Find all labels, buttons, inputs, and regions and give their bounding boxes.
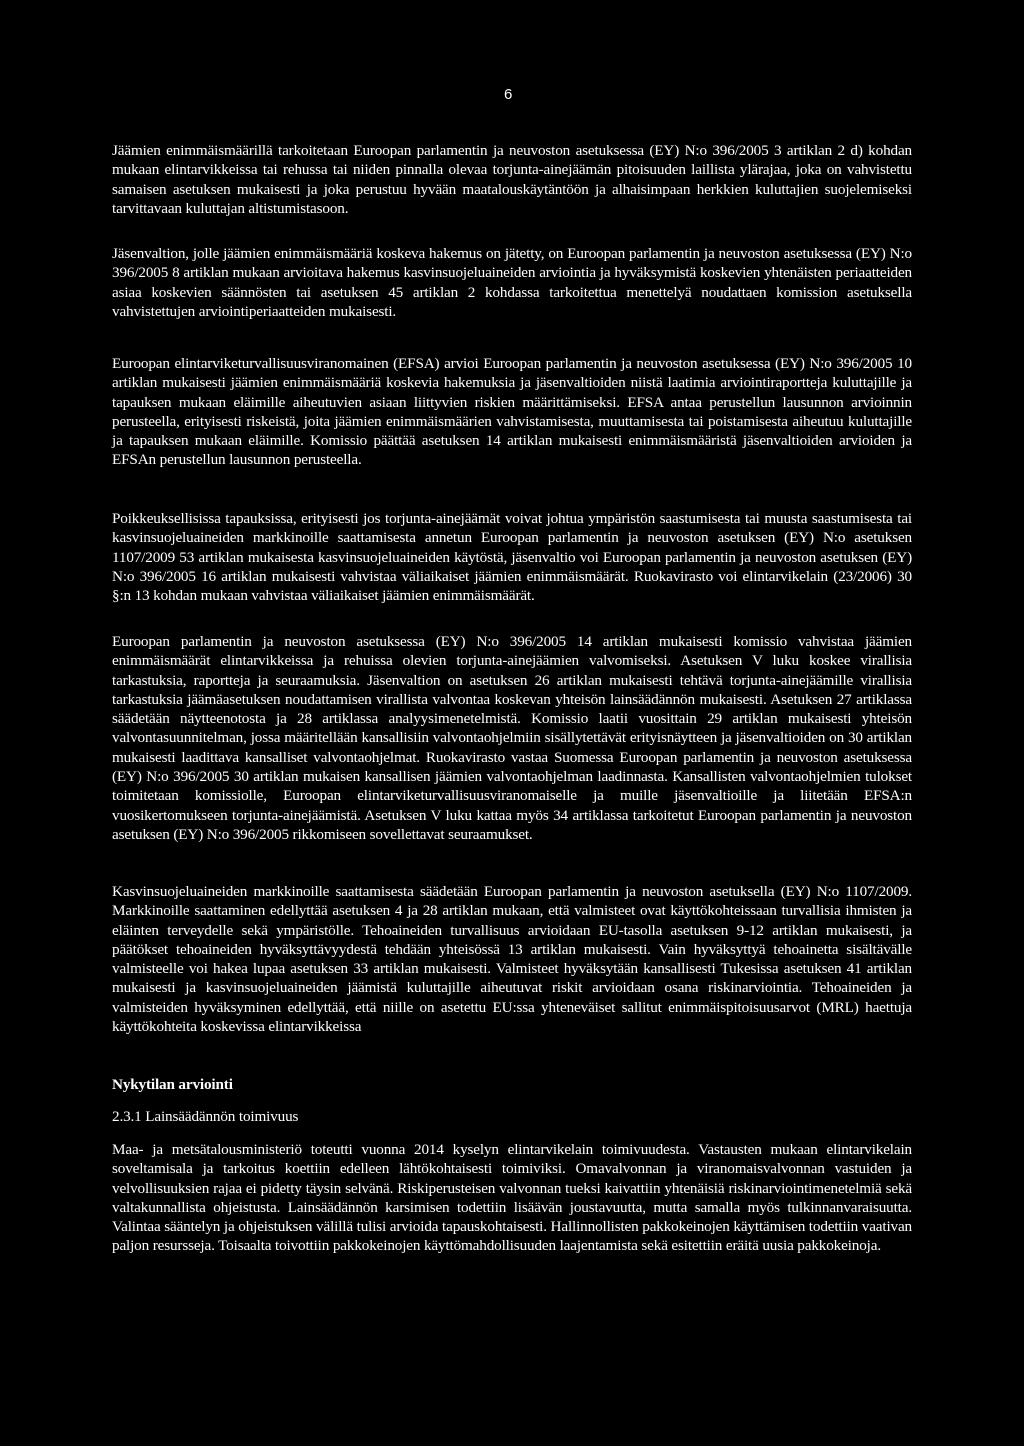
paragraph-legislation-functionality: Maa- ja metsätalousministeriö toteutti vuonna 2014 kyselyn elintarvikelain toimivuudesta. Vastausten mukaan elintarvikelain soveltamisala ja tarkoitus koettiin edelleen lähtökohtaisesti toimiviksi. Omavalvonnan ja viranomaisvalvonnan vastuiden ja velvollisuuksien rajaa ei pidetty täysin selvänä. Riskiperusteisen valvonnan tueksi kaivattiin yhtenäisiä riskinarviointimenetelmiä sekä valtakunnallista ohjeistusta. Lainsäädännön karsimisen todettiin lisäävän joustavuutta, mutta samalla myös tulkinnanvaraisuutta. Valintaa sääntelyn ja ohjeistuksen välillä tulisi arvioida tapauskohtaisesti. Hallinnollisten pakkokeinojen käyttämisen todettiin vaativan paljon resursseja. Toisaalta toivottiin pakkokeinojen käyttömahdollisuuden laajentamista sekä esitettiin eräitä uusia pakkokeinoja. (112, 1141, 912, 1255)
page-number: 6 (504, 86, 513, 103)
paragraph-commission-control: Euroopan parlamentin ja neuvoston asetuksessa (EY) N:o 396/2005 14 artiklan mukaisesti komissio vahvistaa jäämien enimmäismäärät elintarvikkeissa ja rehuissa olevien torjunta-ainejäämien valvomiseksi. Asetuksen V luku koskee virallisia tarkastuksia, raportteja ja seuraamuksia. Jäsenvaltion on asetuksen 26 artiklan mukaisesti tehtävä torjunta-ainejäämille virallisia tarkastuksia jäämäasetuksen noudattamisen virallista valvontaa koskevan yhteisön lainsäädännön mukaisesti. Asetuksen 27 artiklassa säädetään näytteenotosta ja 28 artiklassa analyysimenetelmistä. Komissio laatii vuosittain 29 artiklan mukaisesti yhteisön valvontasuunnitelman, jossa määritellään kansallisiin valvontaohjelmiin sisällytettävät erityisnäytteen ja jäsenvaltioiden on 30 artiklan mukaisesti laadittava kansalliset valvontaohjelmat. Ruokavirasto vastaa Suomessa Euroopan parlamentin ja neuvoston asetuksessa (EY) N:o 396/2005 30 artiklan mukaisen kansallisen jäämien valvontaohjelman laadinnasta. Kansallisten valvontaohjelmien tulokset toimitetaan komissiolle, Euroopan elintarviketurvallisuusviranomaiselle ja muille jäsenvaltioille ja liitetään EFSA:n vuosikertomukseen torjunta-ainejäämistä. Asetuksen V luku kattaa myös 34 artiklassa tarkoitetut Euroopan parlamentin ja neuvoston asetuksen (EY) N:o 396/2005 rikkomiseen sovellettavat seuraamukset. (112, 633, 912, 843)
paragraph-member-state-evaluation: Jäsenvaltion, jolle jäämien enimmäismääriä koskeva hakemus on jätetty, on Euroopan parlamentin ja neuvoston asetuksessa (EY) N:o 396/2005 8 artiklan mukaan arvioitava hakemus kasvinsuojeluaineiden arviointia ja hyväksymistä koskevien yhtenäisten periaatteiden asiaa koskevien säännösten tai asetuksen 45 artiklan 2 kohdassa tarkoitettua menettelyä noudattaen komission asetuksella vahvistettujen arviointiperiaatteiden mukaisesti. (112, 245, 912, 320)
subsection-heading: 2.3.1 Lainsäädännön toimivuus (112, 1108, 299, 1125)
paragraph-plant-protection: Kasvinsuojeluaineiden markkinoille saattamisesta säädetään Euroopan parlamentin ja neuvoston asetuksella (EY) N:o 1107/2009. Markkinoille saattaminen edellyttää asetuksen 4 ja 28 artiklan mukaan, että valmisteet ovat käyttökohteissaan turvallisia ihmisten ja eläinten terveydelle sekä ympäristölle. Tehoaineiden turvallisuus arvioidaan EU-tasolla asetuksen 9-12 artiklan mukaisesti, ja päätökset tehoaineiden hyväksyttävyydestä tehdään yhteisössä 13 artiklan mukaisesti. Vain hyväksyttyä tehoainetta sisältävälle valmisteelle voi hakea lupaa asetuksen 33 artiklan mukaisesti. Valmisteet hyväksytään kansallisesti Tukesissa asetuksen 41 artiklan mukaisesti ja kasvinsuojeluaineiden jäämistä kuluttajille aiheutuvat riskit arvioidaan osana riskinarviointia. Tehoaineiden ja valmisteiden hyväksyminen edellyttää, että niille on asetettu EU:ssa yhteneväiset sallitut enimmäispitoisuusarvot (MRL) haettuja käyttökohteita koskevissa elintarvikkeissa (112, 883, 912, 1036)
paragraph-mrl-definition: Jäämien enimmäismäärillä tarkoitetaan Euroopan parlamentin ja neuvoston asetuksessa (EY) N:o 396/2005 3 artiklan 2 d) kohdan mukaan elintarvikkeissa tai rehussa tai niiden pinnalla olevaa torjunta-ainejäämän pitoisuuden laillista ylärajaa, joka on vahvistettu samaisen asetuksen mukaisesti ja joka perustuu hyvään maatalouskäytäntöön ja alhaisimpaan herkkien kuluttajien suojelemiseksi tarvittavaan kuluttajan altistumistasoon. (112, 142, 912, 217)
section-heading: Nykytilan arviointi (112, 1076, 233, 1093)
paragraph-exceptional-cases: Poikkeuksellisissa tapauksissa, erityisesti jos torjunta-ainejäämät voivat johtua ympäristön saastumisesta tai muusta saastumisesta tai kasvinsuojeluaineiden markkinoille saattamisesta annetun Euroopan parlamentin ja neuvoston asetuksen (EY) N:o asetuksen 1107/2009 53 artiklan mukaisesta kasvinsuojeluaineiden käytöstä, jäsenvaltio voi Euroopan parlamentin ja neuvoston asetuksen (EY) N:o 396/2005 16 artiklan mukaisesti vahvistaa väliaikaiset jäämien enimmäismäärät. Ruokavirasto voi elintarvikelain (23/2006) 30 §:n 13 kohdan mukaan vahvistaa väliaikaiset jäämien enimmäismäärät. (112, 510, 912, 605)
paragraph-efsa: Euroopan elintarviketurvallisuusviranomainen (EFSA) arvioi Euroopan parlamentin ja neuvoston asetuksessa (EY) N:o 396/2005 10 artiklan mukaisesti jäämien enimmäismääriä koskevia hakemuksia ja jäsenvaltioiden niistä laatimia arviointiraportteja kuluttajille ja tapauksen mukaan eläimille aiheutuvien asiaan liittyvien riskien määrittämiseksi. EFSA antaa perustellun lausunnon arvioinnin perusteella, erityisesti riskeistä, joita jäämien enimmäismäärien vahvistamisesta, muuttamisesta tai poistamisesta aiheutuu kuluttajille ja tapauksen mukaan eläimille. Komissio päättää asetuksen 14 artiklan mukaisesti enimmäismääristä jäsenvaltioiden arvioiden ja EFSAn perustellun lausunnon perusteella. (112, 355, 912, 469)
